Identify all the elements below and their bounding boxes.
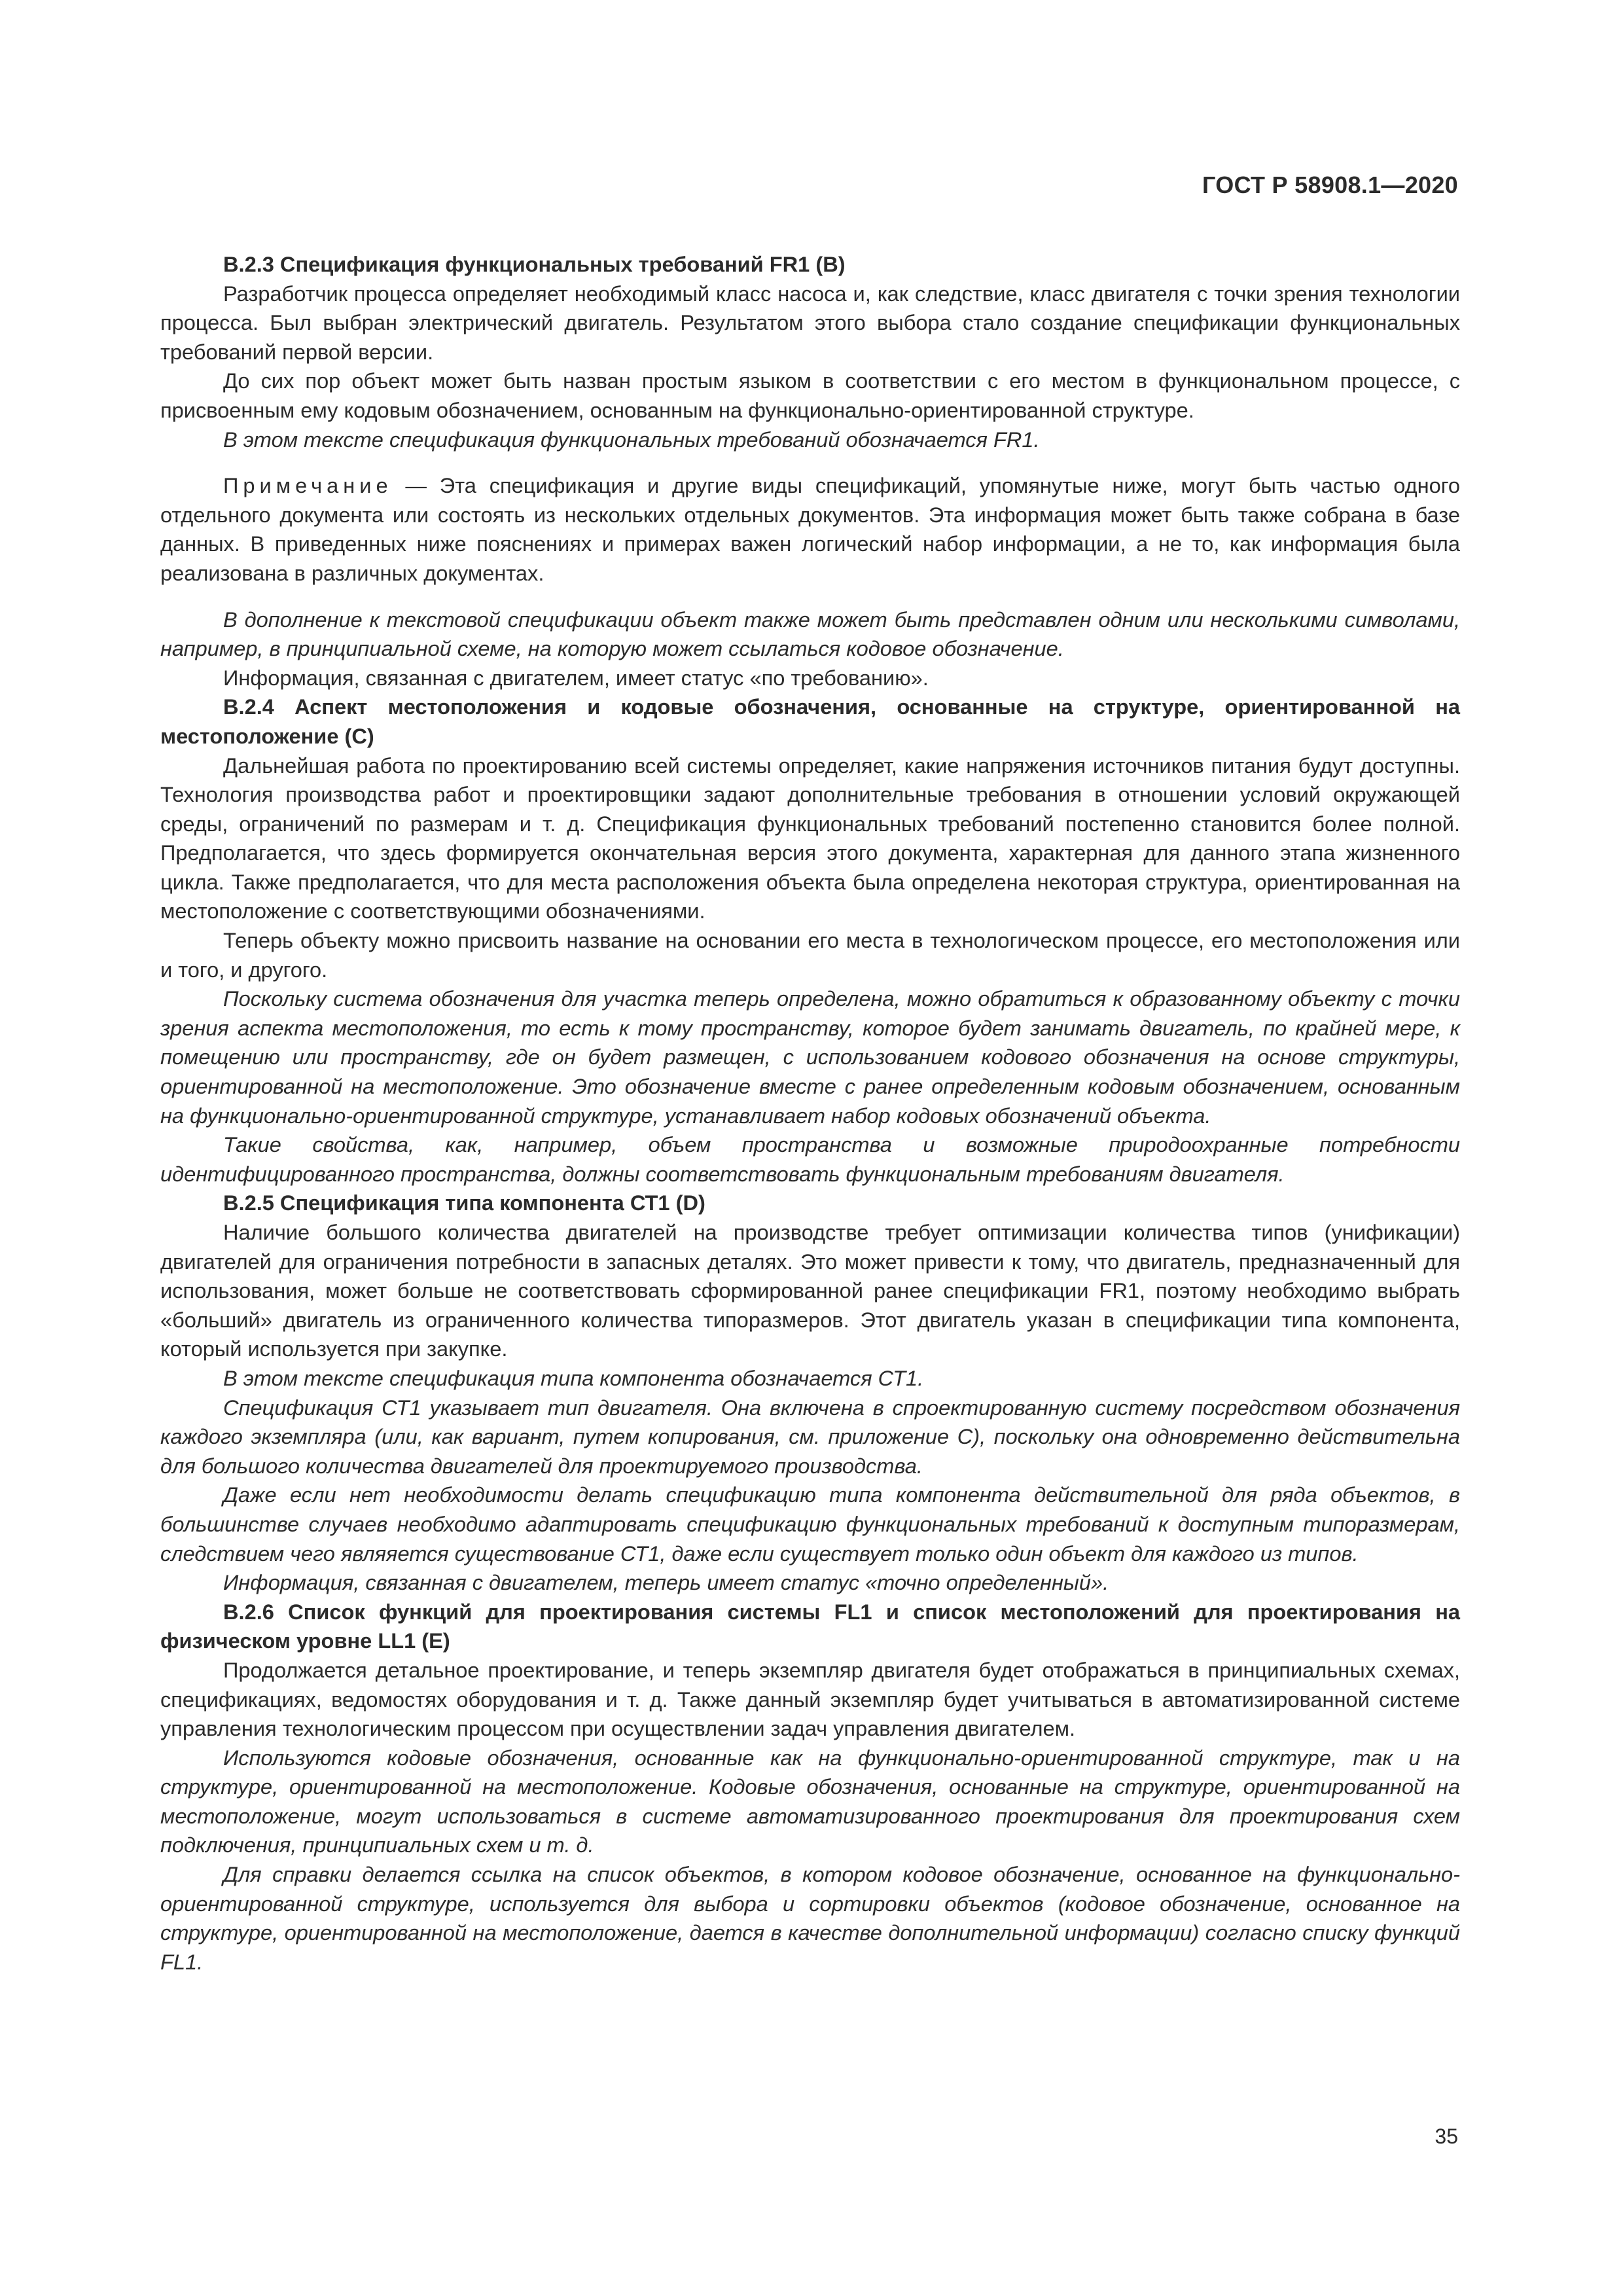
italic-paragraph: В этом тексте спецификация типа компонента обозначается СТ1. [223, 1365, 924, 1390]
section-heading-b25: В.2.5 Спецификация типа компонента СТ1 (D) [223, 1191, 705, 1215]
italic-paragraph: Информация, связанная с двигателем, теперь имеет статус «точно определенный». [223, 1570, 1109, 1595]
italic-paragraph: Поскольку система обозначения для участка теперь определена, можно обратиться к образованному объекту с точки зрения аспекта местоположения, то есть к тому пространству, которое будет занимать двигатель, по крайней мере, к помещению или пространству, где он будет размещен, с использованием кодового обозначения на основе структуры, ориентированной на местоположение. Это обозначение вместе с ранее определенным кодовым обозначением, основанным на функционально-ориентированной структуре, устанавливает набор кодовых обозначений объекта. [160, 986, 1460, 1128]
italic-paragraph: В этом тексте спецификация функциональных требований обозначается FR1. [223, 427, 1040, 452]
document-code: ГОСТ Р 58908.1—2020 [1202, 171, 1458, 198]
page-number: 35 [1435, 2125, 1458, 2148]
paragraph: Продолжается детальное проектирование, и теперь экземпляр двигателя будет отображаться в принципиальных схемах, спецификациях, ведомостях оборудования и т. д. Также данный экземпляр будет учитываться в автоматизированной системе управления технологическим процессом при осуществлении задач управления двигателем. [160, 1657, 1460, 1741]
paragraph: До сих пор объект может быть назван простым языком в соответствии с его местом в функциональном процессе, с присвоенным ему кодовым обозначением, основанным на функционально-ориентированной структуре. [160, 368, 1460, 422]
note-label: Примечание [223, 473, 393, 498]
italic-paragraph: Такие свойства, как, например, объем пространства и возможные природоохранные потребности идентифицированного пространства, должны соответствовать функциональным требованиям двигателя. [160, 1132, 1460, 1186]
paragraph: Наличие большого количества двигателей на производстве требует оптимизации количества типов (унификации) двигателей для ограничения потребности в запасных деталях. Это может привести к тому, что двигатель, предназначенный для использования, может больше не соответствовать сформированной ранее спецификации FR1, поэтому необходимо выбрать «больший» двигатель из ограниченного количества типоразмеров. Этот двигатель указан в спецификации типа компонента, который используется при закупке. [160, 1220, 1460, 1361]
paragraph: Информация, связанная с двигателем, имеет статус «по требованию». [223, 665, 929, 690]
note-text: — Эта спецификация и другие виды спецификаций, упомянутые ниже, могут быть частью одного отдельного документа или состоять из нескольких отдельных документов. Эта информация может быть также собрана в базе данных. В приведенных ниже пояснениях и примерах важен логический набор информации, а не то, как информация была реализована в различных документах. [160, 473, 1460, 585]
italic-paragraph: Для справки делается ссылка на список объектов, в котором кодовое обозначение, основанное на функционально-ориентированной структуре, используется для выбора и сортировки объектов (кодовое обозначение, основанное на структуре, ориентированной на местоположение, дается в качестве дополнительной информации) согласно списку функций FL1. [160, 1862, 1460, 1974]
italic-paragraph: Используются кодовые обозначения, основанные как на функционально-ориентированной структуре, так и на структуре, ориентированной на местоположение. Кодовые обозначения, основанные на структуре, ориентированной на местоположение, могут использоваться в системе автоматизированного проектирования для проектирования схем подключения, принципиальных схем и т. д. [160, 1745, 1460, 1857]
document-body [160, 250, 1460, 1977]
paragraph: Теперь объекту можно присвоить название на основании его места в технологическом процессе, его местоположения или и того, и другого. [160, 928, 1460, 982]
note-paragraph [160, 471, 1460, 588]
italic-paragraph: Даже если нет необходимости делать спецификацию типа компонента действительной для ряда объектов, в большинстве случаев необходимо адаптировать спецификацию функциональных требований к доступным типоразмерам, следствием чего являяется существование СТ1, даже если существует только один объект для каждого из типов. [160, 1482, 1460, 1566]
italic-paragraph: Спецификация СТ1 указывает тип двигателя. Она включена в спроектированную систему посредством обозначения каждого экземпляра (или, как вариант, путем копирования, см. приложение С), поскольку она одновременно действительна для большого количества двигателей для проектируемого производства. [160, 1395, 1460, 1478]
section-heading-b23: В.2.3 Спецификация функциональных требований FR1 (B) [223, 252, 846, 276]
paragraph: Разработчик процесса определяет необходимый класс насоса и, как следствие, класс двигателя с точки зрения технологии процесса. Был выбран электрический двигатель. Результатом этого выбора стало создание спецификации функциональных требований первой версии. [160, 281, 1460, 364]
italic-paragraph: В дополнение к текстовой спецификации объект также может быть представлен одним или несколькими символами, например, в принципиальной схеме, на которую может ссылаться кодовое обозначение. [160, 607, 1460, 661]
paragraph: Дальнейшая работа по проектированию всей системы определяет, какие напряжения источников питания будут доступны. Технология производства работ и проектировщики задают дополнительные требования в отношении условий окружающей среды, ограничений по размерам и т. д. Спецификация функциональных требований постепенно становится более полной. Предполагается, что здесь формируется окончательная версия этого документа, характерная для данного этапа жизненного цикла. Также предполагается, что для места расположения объекта была определена некоторая структура, ориентированная на местоположение с соответствующими обозначениями. [160, 753, 1460, 924]
section-heading-b26: В.2.6 Список функций для проектирования системы FL1 и список местоположений для проектирования на физическом уровне LL1 (E) [160, 1599, 1460, 1653]
section-heading-b24: В.2.4 Аспект местоположения и кодовые обозначения, основанные на структуре, ориентированной на местоположение (C) [160, 694, 1460, 748]
